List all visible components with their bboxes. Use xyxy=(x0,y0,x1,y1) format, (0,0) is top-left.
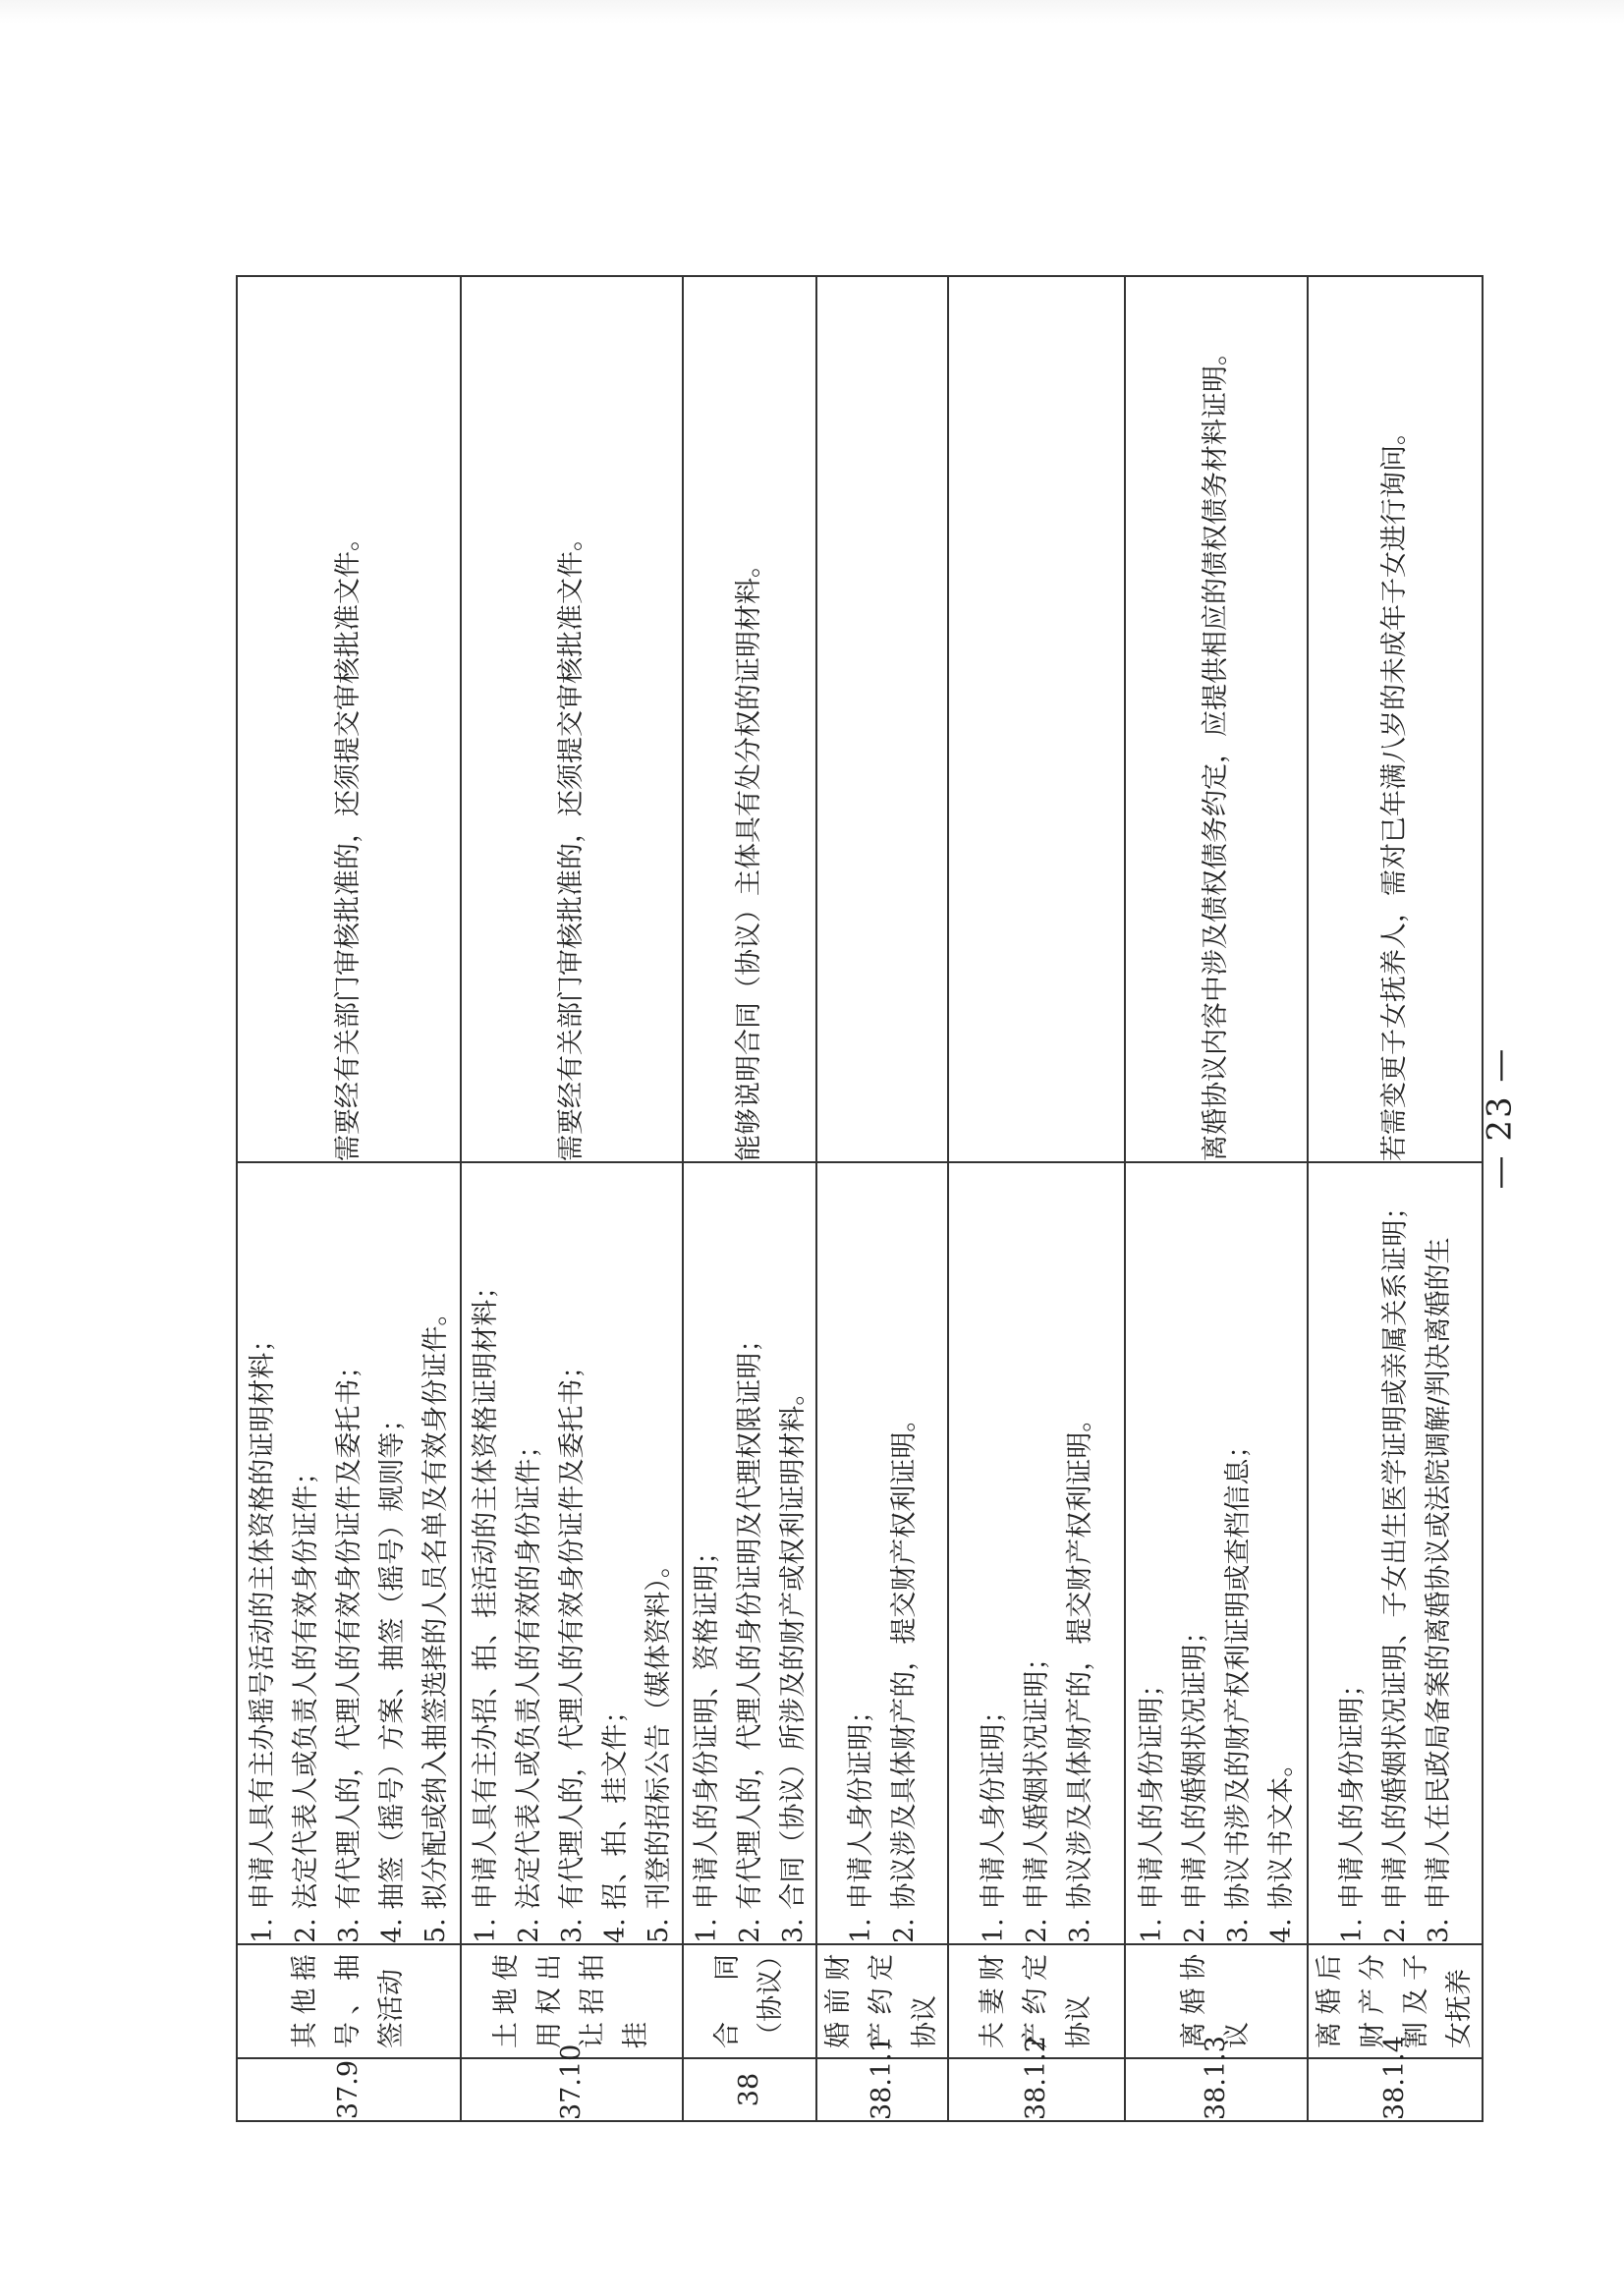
material-line: 1. 申请人的身份证明； xyxy=(1337,1670,1368,1943)
required-materials xyxy=(816,1162,948,1944)
material-line: 2. 法定代表人或负责人的有效身份证件； xyxy=(291,1458,321,1943)
item-name: 离婚后财产分割及子女抚养 xyxy=(1308,1944,1483,2058)
item-number: 38.1.2 xyxy=(948,2058,1125,2121)
required-materials xyxy=(1308,1162,1483,1944)
page-number: — 23 — xyxy=(1480,1046,1520,1190)
required-materials xyxy=(948,1162,1125,1944)
material-line: 3. 有代理人的，代理人的有效身份证件及委托书； xyxy=(557,1352,588,1943)
item-name: 离婚协议 xyxy=(1125,1944,1308,2058)
material-line: 4. 抽签（摇号）方案、抽签（摇号）规则等； xyxy=(377,1405,408,1943)
item-number: 38.1.4 xyxy=(1308,2058,1483,2121)
item-number: 38.1.3 xyxy=(1125,2058,1308,2121)
remarks: 若需变更子女抚养人，需对已年满八岁的未成年子女进行询问。 xyxy=(1308,276,1483,1162)
remarks: 离婚协议内容中涉及债权债务约定，应提供相应的债权债务材料证明。 xyxy=(1125,276,1308,1162)
material-line: 1. 申请人具有主办招、拍、挂活动的主体资格证明材料； xyxy=(471,1272,501,1943)
rotated-page-content xyxy=(236,285,1475,2122)
item-number: 38 xyxy=(683,2058,816,2121)
material-line: 3. 合同（协议）所涉及的财产或权利证明材料。 xyxy=(778,1378,809,1943)
item-name: 土地使用权出让招拍挂 xyxy=(461,1944,683,2058)
table-row xyxy=(683,276,816,2121)
item-name: 婚前财产约定协议 xyxy=(816,1944,948,2058)
material-line: 1. 申请人具有主办摇号活动的主体资格的证明材料； xyxy=(248,1325,278,1943)
item-number: 37.10 xyxy=(461,2058,683,2121)
material-line: 2. 协议涉及具体财产的，提交财产权利证明。 xyxy=(889,1405,920,1943)
material-line: 4. 协议书文本。 xyxy=(1266,1750,1297,1943)
table-row xyxy=(1308,276,1483,2121)
remarks xyxy=(948,276,1125,1162)
material-line: 3. 协议书涉及的财产权利证明或查档信息； xyxy=(1223,1431,1254,1943)
material-line: 3. 协议涉及具体财产的，提交财产权利证明。 xyxy=(1065,1405,1095,1943)
table-row xyxy=(1125,276,1308,2121)
required-materials xyxy=(683,1162,816,1944)
material-line: 4. 招、拍、挂文件； xyxy=(600,1697,631,1943)
item-number: 37.9 xyxy=(237,2058,461,2121)
remarks: 需要经有关部门审核批准的，还须提交审核批准文件。 xyxy=(237,276,461,1162)
material-line: 1. 申请人的身份证明； xyxy=(1137,1670,1167,1943)
required-materials xyxy=(1125,1162,1308,1944)
material-line: 5. 拟分配或纳入抽签选择的人员名单及有效身份证件。 xyxy=(420,1299,451,1943)
material-line: 2. 申请人婚姻状况证明； xyxy=(1022,1644,1052,1943)
requirements-table xyxy=(236,275,1484,2122)
table-row xyxy=(948,276,1125,2121)
required-materials xyxy=(461,1162,683,1944)
required-materials xyxy=(237,1162,461,1944)
remarks: 能够说明合同（协议）主体具有处分权的证明材料。 xyxy=(683,276,816,1162)
material-line: 1. 申请人的身份证明、资格证明； xyxy=(692,1538,722,1943)
material-line: 3. 申请人在民政局备案的离婚协议或法院调解/判决离婚的生 xyxy=(1424,1237,1454,1943)
item-number: 38.1.1 xyxy=(816,2058,948,2121)
item-name: 合同（协议） xyxy=(683,1944,816,2058)
material-line: 1. 申请人身份证明； xyxy=(846,1697,876,1943)
scan-edge xyxy=(0,0,1624,24)
material-line: 2. 有代理人的，代理人的身份证明及代理权限证明； xyxy=(735,1325,765,1943)
item-name: 其他摇号、抽签活动 xyxy=(237,1944,461,2058)
item-name: 夫妻财产约定协议 xyxy=(948,1944,1125,2058)
material-line: 2. 申请人的婚姻状况证明、子女出生医学证明或亲属关系证明； xyxy=(1380,1193,1411,1943)
table-row xyxy=(816,276,948,2121)
table-row xyxy=(461,276,683,2121)
table-row xyxy=(237,276,461,2121)
material-line: 1. 申请人身份证明； xyxy=(979,1697,1009,1943)
remarks: 需要经有关部门审核批准的，还须提交审核批准文件。 xyxy=(461,276,683,1162)
material-line: 3. 有代理人的，代理人的有效身份证件及委托书； xyxy=(334,1352,364,1943)
material-line: 2. 法定代表人或负责人的有效的身份证件； xyxy=(514,1431,544,1943)
material-line: 5. 刊登的招标公告（媒体资料）。 xyxy=(644,1551,674,1943)
remarks xyxy=(816,276,948,1162)
material-line: 2. 申请人的婚姻状况证明； xyxy=(1180,1617,1210,1943)
